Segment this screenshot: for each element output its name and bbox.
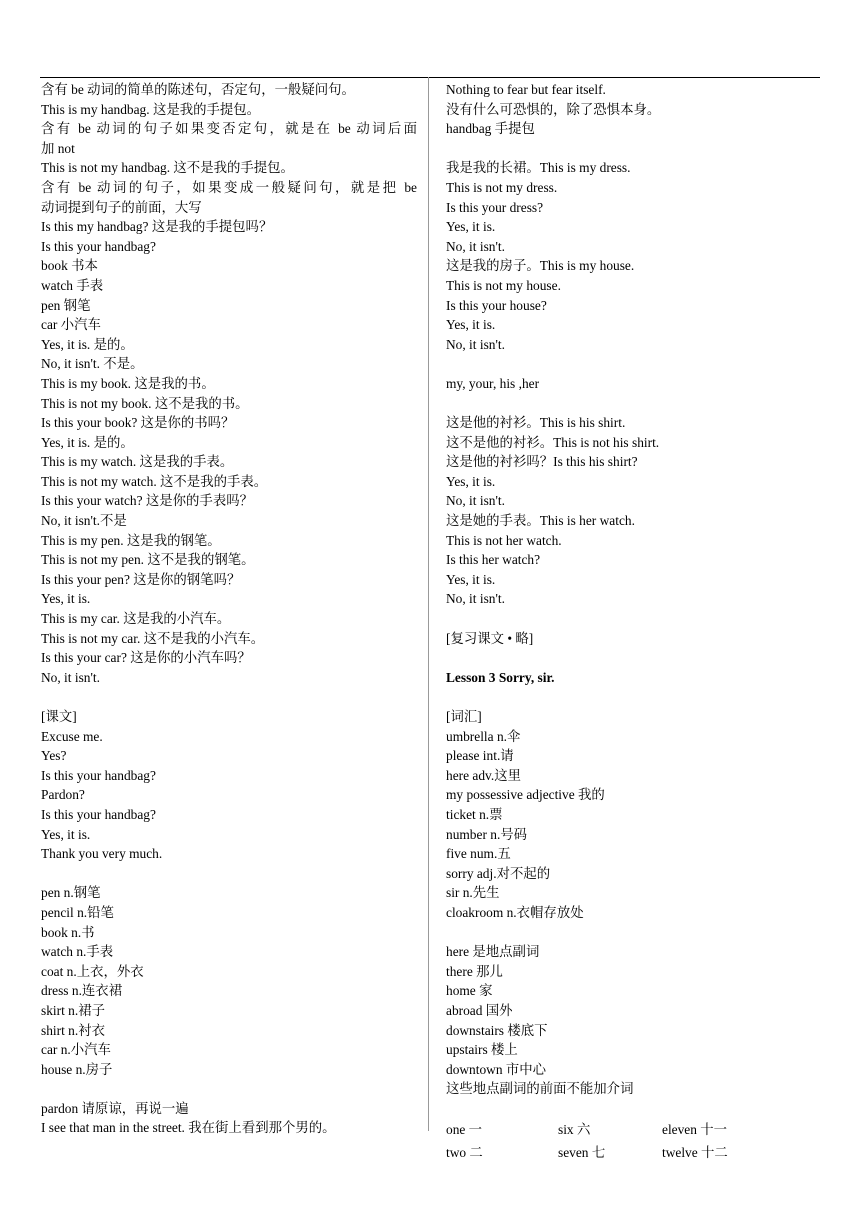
text-line: 这是她的手表。This is her watch. <box>446 513 635 529</box>
text-line: Is this your pen? 这是你的钢笔吗？ <box>41 571 241 587</box>
text-line: Yes, it is. <box>41 591 91 607</box>
text-line: Is this your handbag? <box>41 238 156 254</box>
vocab-line: umbrella n.伞 <box>446 728 521 744</box>
text-line: Yes, it is. <box>446 571 496 587</box>
text-line: This is my handbag. 这是我的手提包。 <box>41 101 261 117</box>
vocab-line: coat n.上衣，外衣 <box>41 963 144 979</box>
text-line: 没有什么可恐惧的，除了恐惧本身。 <box>446 101 661 117</box>
text-line: This is not my book. 这不是我的书。 <box>41 395 249 411</box>
section-heading: [复习课文 • 略] <box>446 630 534 646</box>
text-line: This is not my pen. 这不是我的钢笔。 <box>41 552 255 568</box>
blank-line <box>446 139 818 159</box>
text-line: Is this your watch? 这是你的手表吗？ <box>41 493 253 509</box>
vocab-line: please int.请 <box>446 748 514 764</box>
text-line: Yes? <box>41 748 67 764</box>
text-line: No, it isn't.不是 <box>41 513 127 529</box>
text-line: Is this your car? 这是你的小汽车吗？ <box>41 650 251 666</box>
text-line: No, it isn't. <box>446 336 505 352</box>
vocab-line: cloakroom n.衣帽存放处 <box>446 904 584 920</box>
lesson-title: Lesson 3 Sorry, sir. <box>446 669 555 685</box>
right-column <box>446 80 818 1164</box>
text-line: upstairs 楼上 <box>446 1042 518 1058</box>
text-line: Yes, it is. <box>446 473 496 489</box>
blank-line <box>446 609 818 629</box>
text-line: 加 not <box>41 140 75 156</box>
text-line: 这是他的衬衫。This is his shirt. <box>446 415 626 431</box>
text-line: Yes, it is. 是的。 <box>41 434 134 450</box>
vocab-line: car n.小汽车 <box>41 1042 111 1058</box>
text-line: No, it isn't. <box>446 238 505 254</box>
vocab-line: shirt n.衬衣 <box>41 1022 105 1038</box>
text-line: No, it isn't. <box>446 493 505 509</box>
text-line: No, it isn't. <box>41 669 100 685</box>
vocab-line: five num.五 <box>446 846 511 862</box>
vocab-line: skirt n.裙子 <box>41 1002 105 1018</box>
text-line: Excuse me. <box>41 728 103 744</box>
vocab-line: sorry adj.对不起的 <box>446 865 551 881</box>
blank-line <box>446 1099 818 1119</box>
text-line: 含有 be 动词的句子如果变否定句，就是在 be 动词后面 <box>41 121 417 137</box>
text-line: This is my car. 这是我的小汽车。 <box>41 611 231 627</box>
text-line: here 是地点副词 <box>446 944 540 960</box>
text-line: This is my pen. 这是我的钢笔。 <box>41 532 221 548</box>
text-line: Yes, it is. <box>446 317 496 333</box>
vocab-line: number n.号码 <box>446 826 528 842</box>
text-line: 这是他的衬衫吗？Is this his shirt? <box>446 454 638 470</box>
text-line: Yes, it is. 是的。 <box>41 336 134 352</box>
text-line: my, your, his ,her <box>446 375 540 391</box>
text-line: This is not my handbag. 这不是我的手提包。 <box>41 160 294 176</box>
text-line: This is my watch. 这是我的手表。 <box>41 454 234 470</box>
vocab-line: my possessive adjective 我的 <box>446 787 605 803</box>
text-line: This is not my watch. 这不是我的手表。 <box>41 473 268 489</box>
text-line: handbag 手提包 <box>446 121 535 137</box>
left-column <box>41 80 417 1138</box>
numbers-row <box>446 1141 818 1164</box>
text-line: I see that man in the street. 我在街上看到那个男的。 <box>41 1120 336 1136</box>
text-line: Yes, it is. <box>41 826 91 842</box>
text-line: This is not her watch. <box>446 532 562 548</box>
text-line: This is not my car. 这不是我的小汽车。 <box>41 630 265 646</box>
text-line: Thank you very much. <box>41 846 163 862</box>
text-line: downstairs 楼底下 <box>446 1022 548 1038</box>
section-heading: [课文] <box>41 709 77 724</box>
vocab-line: house n.房子 <box>41 1061 113 1077</box>
vocab-line: pen n.钢笔 <box>41 885 101 901</box>
number-cell: six 六 <box>558 1122 591 1138</box>
vocab-line: ticket n.票 <box>446 806 503 822</box>
text-line: book 书本 <box>41 258 98 274</box>
blank-line <box>446 687 818 707</box>
text-line: This is my book. 这是我的书。 <box>41 375 215 391</box>
blank-line <box>41 1079 417 1099</box>
text-line: This is not my house. <box>446 277 561 293</box>
blank-line <box>41 864 417 884</box>
vocab-line: sir n.先生 <box>446 885 500 901</box>
text-line: abroad 国外 <box>446 1002 513 1018</box>
text-line: Is this your handbag? <box>41 767 156 783</box>
text-line: Is this your book? 这是你的书吗？ <box>41 415 235 431</box>
vocab-line: pencil n.铅笔 <box>41 904 114 920</box>
text-line: 我是我的长裙。This is my dress. <box>446 160 631 176</box>
text-line: 含有 be 动词的句子，如果变成一般疑问句，就是把 be <box>41 179 417 195</box>
blank-line <box>41 687 417 707</box>
text-line: Yes, it is. <box>446 219 496 235</box>
text-line: 含有 be 动词的简单的陈述句，否定句，一般疑问句。 <box>41 82 355 97</box>
numbers-row <box>446 1118 818 1141</box>
number-cell: twelve 十二 <box>662 1145 728 1161</box>
text-line: Is this my handbag? 这是我的手提包吗？ <box>41 219 273 235</box>
number-cell: two 二 <box>446 1145 483 1161</box>
blank-line <box>446 394 818 414</box>
text-line: watch 手表 <box>41 277 104 293</box>
text-line: Nothing to fear but fear itself. <box>446 82 606 97</box>
text-line: 动词提到句子的前面，大写 <box>41 199 202 215</box>
text-line: No, it isn't. 不是。 <box>41 356 144 372</box>
blank-line <box>446 648 818 668</box>
text-line: 这不是他的衬衫。This is not his shirt. <box>446 434 660 450</box>
text-line: Is this your house? <box>446 297 547 313</box>
blank-line <box>446 354 818 374</box>
text-line: Is this your handbag? <box>41 806 156 822</box>
text-line: downtown 市中心 <box>446 1061 547 1077</box>
text-line: Pardon? <box>41 787 85 803</box>
text-line: 这些地点副词的前面不能加介词 <box>446 1081 634 1097</box>
vocab-line: book n.书 <box>41 924 95 940</box>
top-rule <box>40 77 820 78</box>
text-line: No, it isn't. <box>446 591 505 607</box>
number-cell: seven 七 <box>558 1145 606 1161</box>
number-cell: one 一 <box>446 1122 483 1138</box>
text-line: home 家 <box>446 983 493 999</box>
vocab-line: here adv.这里 <box>446 767 521 783</box>
text-line: there 那儿 <box>446 963 503 979</box>
column-divider <box>428 77 429 1131</box>
text-line: pardon 请原谅，再说一遍 <box>41 1100 189 1116</box>
vocab-line: watch n.手表 <box>41 944 114 960</box>
section-heading: [词汇] <box>446 709 482 724</box>
text-line: Is this her watch? <box>446 552 541 568</box>
number-cell: eleven 十一 <box>662 1122 728 1138</box>
text-line: car 小汽车 <box>41 317 101 333</box>
blank-line <box>446 923 818 943</box>
text-line: This is not my dress. <box>446 179 558 195</box>
text-line: pen 钢笔 <box>41 297 91 313</box>
vocab-line: dress n.连衣裙 <box>41 983 123 999</box>
text-line: 这是我的房子。This is my house. <box>446 258 635 274</box>
text-line: Is this your dress? <box>446 199 544 215</box>
